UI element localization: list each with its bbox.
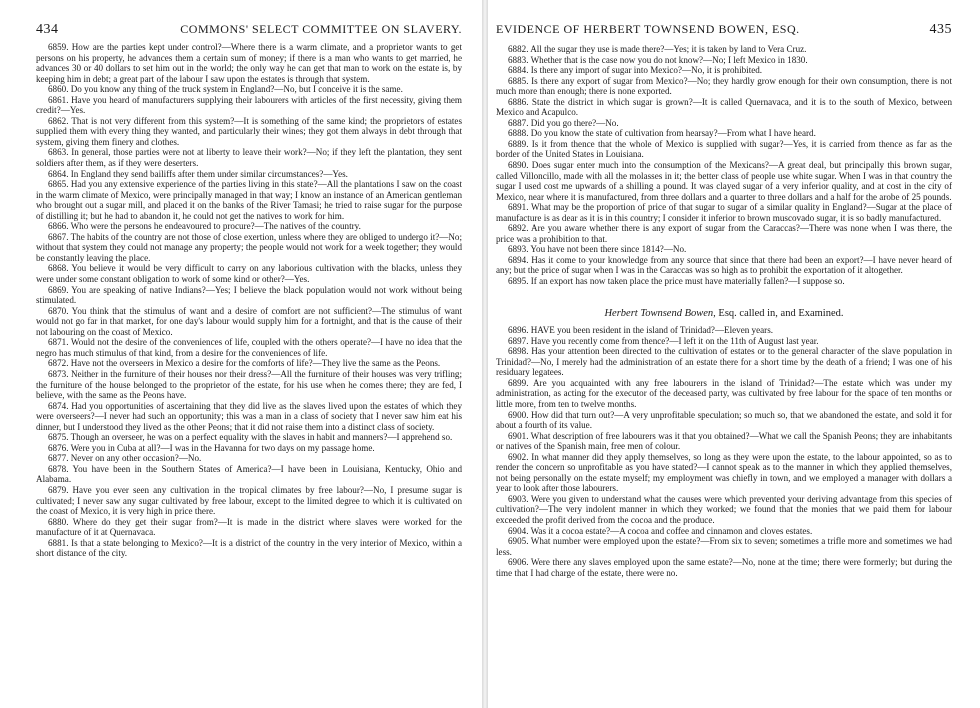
testimony-paragraph: 6870. You think that the stimulus of want and a desire of comfort are not sufficient?—The stimulus of want would not go far in that market, for one day's labour would supply him for a fortnight, and that is the cause of their not labouring on the coast of Mexico.: [36, 305, 462, 337]
left-page-text: [36, 42, 462, 708]
testimony-paragraph: 6905. What number were employed upon the estate?—From six to seven; sometimes a trifle more and sometimes we had less.: [496, 536, 952, 557]
left-page: [0, 0, 484, 708]
testimony-paragraph: 6883. Whether that is the case now you do not know?—No; I left Mexico in 1830.: [508, 54, 808, 65]
testimony-paragraph: 6904. Was it a cocoa estate?—A cocoa and coffee and cinnamon and cloves estates.: [508, 525, 813, 536]
testimony-paragraph: 6873. Neither in the furniture of their houses nor their dress?—All the furniture of their houses was very trifling; the furniture of the house belonged to the proprietor of the estate, for his use when he comes there; they are fed, I believe, with the same as the Peons have.: [36, 368, 462, 401]
testimony-paragraph: 6882. All the sugar they use is made there?—Yes; it is taken by land to Vera Cruz.: [508, 44, 807, 54]
testimony-paragraph: 6901. What description of free labourers was it that you obtained?—What we call the Spanish Peons; they are inhabitants or natives of the Spanish main, free men of colour.: [496, 430, 952, 452]
testimony-paragraph: 6906. Were there any slaves employed upon the same estate?—No, none at the time; there were formerly; but during the time that I had charge of the estate, there were no.: [496, 557, 952, 578]
testimony-paragraph: 6900. How did that turn out?—A very unprofitable speculation; so much so, that we abandoned the estate, and sold it for about a fourth of its value.: [496, 409, 952, 431]
testimony-paragraph: 6884. Is there any import of sugar into Mexico?—No, it is prohibited.: [508, 65, 763, 76]
testimony-paragraph: 6885. Is there any export of sugar from Mexico?—No; they hardly grow enough for their own consumption, there is not much more than enough; there is none exported.: [496, 75, 952, 97]
testimony-paragraph: 6875. Though an overseer, he was on a perfect equality with the slaves in habit and manners?—I apprehend so.: [48, 432, 453, 443]
right-page-number: 435: [929, 22, 952, 37]
left-running-head: COMMONS' SELECT COMMITTEE ON SLAVERY.: [180, 22, 462, 36]
testimony-paragraph: 6861. Have you heard of manufacturers supplying their labourers with articles of the first necessity, giving them credit?—Yes.: [36, 94, 462, 116]
testimony-paragraph: 6864. In England they send bailiffs after them under similar circumstances?—Yes.: [48, 168, 348, 179]
testimony-paragraph: 6865. Had you any extensive experience of the parties living in this state?—All the plantations I saw on the coast in the warm climate of Mexico, were principally managed in that way; I know an instance of an American gentleman who brought out a sugar mill, and placed it on the banks of the River Tamasi; he tried to raise sugar for the purpose of distilling it; but he had to abandon it, he could not get the natives to work for him.: [36, 179, 462, 221]
testimony-paragraph: 6887. Did you go there?—No.: [508, 117, 619, 128]
witness-called-in: Esq. called in, and Examined.: [718, 307, 844, 319]
testimony-paragraph: 6889. Is it from thence that the whole of Mexico is supplied with sugar?—Yes, it is carried from thence as far as the border of the United States in Louisiana.: [496, 138, 952, 160]
testimony-paragraph: 6874. Had you opportunities of ascertaining that they did live as the slaves lived upon the estates of which they were overseers?—I never had such an opportunity; this was a man in a class of society that I never saw him eat his dinner, but I understood they lived as the other Peons; that it did not raise them into a distinct class of society.: [36, 400, 462, 432]
witness-heading: [496, 309, 952, 320]
testimony-paragraph: 6886. State the district in which sugar is grown?—It is called Quernavaca, and it is to the south of Mexico, between Mexico and Acapulco.: [496, 96, 952, 118]
testimony-paragraph: 6895. If an export has now taken place the price must have materially fallen?—I suppose so.: [508, 276, 845, 287]
testimony-paragraph: 6871. Would not the desire of the conveniences of life, coupled with the others operate?—I have no idea that the negro has much stimulus of that kind, from a desire for the conveniences of life.: [36, 337, 462, 358]
testimony-paragraph: 6894. Has it come to your knowledge from any source that since that there had been an export?—I have never heard of any; but the price of sugar when I was in the Caraccas was so high as to prohibit the exportation of it altogether.: [496, 254, 952, 276]
left-page-number: 434: [36, 22, 59, 37]
testimony-paragraph: 6867. The habits of the country are not those of close exertion, unless where they are obliged to undergo it?—No; without that system they could not manage any property; the people would not work for a week together; they would be constantly leaving the place.: [36, 231, 462, 263]
testimony-paragraph: 6878. You have been in the Southern States of America?—I have been in Louisiana, Kentucky, Ohio and Alabama.: [36, 463, 462, 485]
testimony-paragraph: 6880. Where do they get their sugar from?—It is made in the district where slaves were worked for the manufacture of it at Quernavaca.: [36, 516, 462, 538]
testimony-paragraph: 6868. You believe it would be very difficult to carry on any laborious cultivation with the blacks, unless they were under some constant obligation to work of some kind or other?—Yes.: [36, 263, 462, 285]
testimony-paragraph: 6903. Were you given to understand what the causes were which prevented your deriving advantage from this species of cultivation?—The very indolent manner in which they worked; we found that the monies that we paid them for labour exceeded the profit derived from the cocoa and the produce.: [496, 493, 952, 525]
testimony-paragraph: 6879. Have you ever seen any cultivation in the tropical climates by free labour?—No, I presume sugar is cultivated; I never saw any sugar cultivated by free labour, except to the limited degree to which it is cultivated on the coast of Mexico, it is very high in price there.: [36, 484, 462, 517]
testimony-paragraph: 6896. HAVE you been resident in the island of Trinidad?—Eleven years.: [508, 325, 774, 336]
testimony-paragraph: 6902. In what manner did they apply themselves, so long as they were upon the estate, to the labour appointed, so as to render the concern so unprofitable as you have stated?—I cannot speak as to the manner in which they applied themselves, not being personally on the estate myself; my employment was chiefly in town, and we employed a manager with dollars a year to look after those labourers.: [496, 451, 952, 494]
testimony-paragraph: 6888. Do you know the state of cultivation from hearsay?—From what I have heard.: [508, 128, 816, 139]
testimony-paragraph: 6869. You are speaking of native Indians?—Yes; I believe the black population would not work without being stimulated.: [36, 284, 462, 306]
testimony-paragraph: 6872. Have not the overseers in Mexico a desire for the comforts of life?—They live the same as the Peons.: [48, 358, 441, 369]
right-paragraphs-before: [496, 44, 952, 287]
left-header: [36, 22, 462, 40]
testimony-paragraph: 6862. That is not very different from this system?—It is something of the same kind; the proprietors of estates supplied them with every thing they wanted, and particularly their wines; they got them always in debt through that system, giving them finery and clothes.: [36, 115, 462, 147]
testimony-paragraph: 6877. Never on any other occasion?—No.: [48, 453, 202, 464]
testimony-paragraph: 6890. Does sugar enter much into the consumption of the Mexicans?—A great deal, but principally this brown sugar, called Villoncillo, made with all the molasses in it; the better class of people use white sugar. When I was in that country the sugar I used cost me upwards of a shilling a pound. It was clayed sugar of a very inferior quality, and at cost in the city of Mexico, near where it is manufactured, from three dollars and a quarter to three dollars and a half for the arobe of 25 pounds.: [496, 160, 952, 202]
testimony-paragraph: 6876. Were you in Cuba at all?—I was in the Havanna for two days on my passage home.: [48, 442, 375, 453]
testimony-paragraph: 6898. Has your attention been directed to the cultivation of estates or to the general character of the slave population in Trinidad?—No, I merely had the administration of an estate there for a short time by the death of a friend; I was one of his residuary legatees.: [496, 346, 952, 378]
testimony-paragraph: 6892. Are you aware whether there is any export of sugar from the Caraccas?—There was none when I was there, the price was a prohibition to that.: [496, 223, 952, 244]
testimony-paragraph: 6859. How are the parties kept under control?—Where there is a warm climate, and a proprietor wants to get persons on his property, he advances them a certain sum of money; if there is a man who wants to get married, he advances 30 or 40 dollars to set him out in the world; the only way he can get that man to work on the estate is, by keeping him in debt; a great part of the labour I saw upon the estates is through that system.: [36, 42, 462, 84]
testimony-paragraph: 6860. Do you know any thing of the truck system in England?—No, but I conceive it is the same.: [48, 84, 403, 95]
testimony-paragraph: 6863. In general, those parties were not at liberty to leave their work?—No; if they left the plantation, they sent soldiers after them, as if they were deserters.: [36, 147, 462, 169]
right-header: [496, 22, 952, 40]
right-running-head: EVIDENCE OF HERBERT TOWNSEND BOWEN, ESQ.: [496, 22, 800, 36]
testimony-paragraph: 6891. What may be the proportion of price of that sugar to sugar of a similar quality in England?—Sugar at the place of manufacture is as dear as it is in this country; I consider it inferior to brown muscovado sugar, it is so badly manufactured.: [496, 202, 952, 223]
testimony-paragraph: 6866. Who were the persons he endeavoured to procure?—The natives of the country.: [48, 221, 361, 232]
testimony-paragraph: 6897. Have you recently come from thence?—I left it on the 11th of August last year.: [508, 335, 819, 346]
testimony-paragraph: 6881. Is that a state belonging to Mexico?—It is a district of the country in the very interior of Mexico, within a short distance of the city.: [36, 537, 462, 559]
testimony-paragraph: 6899. Are you acquainted with any free labourers in the island of Trinidad?—The estate which was under my administration, as acting for the executor of the deceased party, was cultivated by free labour for the space of ten months or little more, from ten to twelve months.: [496, 377, 952, 409]
testimony-paragraph: 6893. You have not been there since 1814?—No.: [508, 244, 687, 255]
witness-name: Herbert Townsend Bowen,: [604, 307, 716, 319]
right-paragraphs-after: [496, 325, 952, 578]
right-page: [486, 0, 980, 708]
right-page-text: [496, 44, 952, 708]
